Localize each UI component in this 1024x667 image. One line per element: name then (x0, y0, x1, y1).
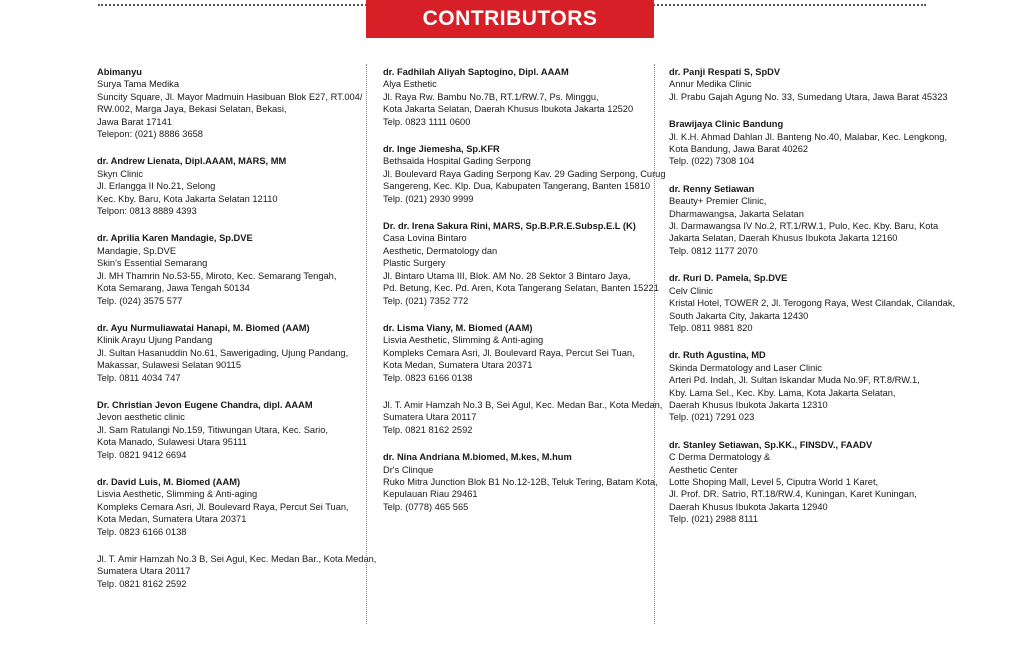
contributor-detail-line: Telepon: (021) 8886 3658 (97, 129, 203, 140)
contributor-entry (383, 66, 653, 128)
contributor-detail-line: Jl. Sultan Hasanuddin No.61, Sawerigading, Ujung Pandang, (97, 347, 349, 358)
contributor-detail-line: RW.002, Marga Jaya, Bekasi Selatan, Bekasi, (97, 104, 287, 115)
contributor-name: dr. Andrew Lienata, Dipl.AAAM, MARS, MM (97, 156, 287, 167)
contributor-detail-line: Jl. MH Thamrin No.53-55, Miroto, Kec. Semarang Tengah, (97, 270, 337, 281)
contributor-detail-line: Skyn Clinic (97, 168, 143, 179)
contributor-detail-line: Jl. Darmawangsa IV No.2, RT.1/RW.1, Pulo, Kec. Kby. Baru, Kota (669, 221, 939, 232)
contributor-detail-line: Bethsaida Hospital Gading Serpong (383, 156, 531, 167)
contributor-name: dr. Stanley Setiawan, Sp.KK., FINSDV., FAADV (669, 439, 873, 450)
contributor-detail-line: Lisvia Aesthetic, Slimming & Anti-aging (97, 489, 258, 500)
contributor-detail-line: Beauty+ Premier Clinic, (669, 196, 767, 207)
contributor-detail-line: Telpon: 0813 8889 4393 (97, 206, 197, 217)
contributor-detail-line: Telp. (021) 2988 8111 (669, 514, 759, 525)
contributor-detail-line: C Derma Dermatology & (669, 452, 771, 463)
contributor-detail-line: Kota Manado, Sulawesi Utara 95111 (97, 437, 248, 448)
section-header (366, 0, 654, 38)
contributor-detail-line: Alya Esthetic (383, 79, 437, 90)
contributor-detail-line: Kota Semarang, Jawa Tengah 50134 (97, 283, 250, 294)
contributor-detail-line: Jawa Barat 17141 (97, 116, 172, 127)
contributor-entry (97, 232, 361, 306)
contributor-detail-line: Jl. Raya Rw. Bambu No.7B, RT.1/RW.7, Ps. Minggu, (383, 91, 599, 102)
contributor-detail-line: Kby. Lama Sel., Kec. Kby. Lama, Kota Jakarta Selatan, (669, 387, 896, 398)
contributor-detail-line: Pd. Betung, Kec. Pd. Aren, Kota Tangerang Selatan, Banten 15221 (383, 283, 659, 294)
contributor-detail-line: Daerah Khusus Ibukota Jakarta 12310 (669, 399, 828, 410)
contributor-detail-line: Casa Lovina Bintaro (383, 233, 467, 244)
contributor-detail-line: Telp. (024) 3575 577 (97, 295, 183, 306)
contributor-entry (383, 322, 653, 384)
contributor-detail-line: Kompleks Cemara Asri, Jl. Boulevard Raya, Percut Sei Tuan, (383, 347, 635, 358)
contributor-detail-line: Kota Medan, Sumatera Utara 20371 (383, 360, 533, 371)
contributor-detail-line: Surya Tama Medika (97, 79, 179, 90)
contributor-detail-line: Jl. Prabu Gajah Agung No. 33, Sumedang Utara, Jawa Barat 45323 (669, 91, 948, 102)
contributor-detail-line: Plastic Surgery (383, 258, 446, 269)
contributor-detail-line: Kec. Kby. Baru, Kota Jakarta Selatan 12110 (97, 193, 278, 204)
contributor-entry (97, 476, 361, 538)
contributor-name: Dr. Christian Jevon Eugene Chandra, dipl. AAAM (97, 399, 313, 410)
contributor-name: dr. Lisma Viany, M. Biomed (AAM) (383, 322, 533, 333)
contributor-name: dr. Ruth Agustina, MD (669, 350, 766, 361)
contributor-detail-line: Sumatera Utara 20117 (97, 566, 191, 577)
contributor-detail-line: Sumatera Utara 20117 (383, 412, 477, 423)
contributor-detail-line: Telp. 0811 4034 747 (97, 372, 181, 383)
contributor-detail-line: Annur Medika Clinic (669, 79, 752, 90)
contributor-detail-line: Mandagie, Sp.DVE (97, 245, 177, 256)
contributor-detail-line: Jl. Prof. DR. Satrio, RT.18/RW.4, Kuningan, Karet Kuningan, (669, 489, 917, 500)
contributor-detail-line: Kota Medan, Sumatera Utara 20371 (97, 514, 247, 525)
contributor-entry (383, 399, 663, 436)
contributor-detail-line: Lotte Shoping Mall, Level 5, Ciputra World 1 Karet, (669, 476, 879, 487)
contributor-entry (97, 66, 361, 140)
contributors-column-2 (383, 66, 666, 528)
contributor-entry (669, 183, 939, 257)
contributor-entry (97, 553, 377, 590)
contributor-detail-line: Telp. (021) 2930 9999 (383, 193, 474, 204)
contributor-detail-line: Telp. 0821 9412 6694 (97, 449, 187, 460)
contributor-detail-line: Celv Clinic (669, 285, 713, 296)
contributors-column-1 (97, 66, 377, 605)
contributor-detail-line: Jl. Bintaro Utama III, Blok. AM No. 28 Sektor 3 Bintaro Jaya, (383, 270, 631, 281)
contributor-detail-line: Sangereng, Kec. Klp. Dua, Kabupaten Tangerang, Banten 15810 (383, 181, 651, 192)
contributor-name: dr. Inge Jiemesha, Sp.KFR (383, 144, 500, 155)
contributor-detail-line: Skin's Essential Semarang (97, 258, 208, 269)
contributor-detail-line: Jl. T. Amir Hamzah No.3 B, Sei Agul, Kec. Medan Bar., Kota Medan, (383, 399, 663, 410)
contributor-entry (383, 451, 658, 513)
contributor-detail-line: Telp. 0823 1111 0600 (383, 116, 471, 127)
column-divider (654, 64, 655, 624)
contributor-name: Brawijaya Clinic Bandung (669, 119, 784, 130)
contributor-detail-line: Telp. 0811 9881 820 (669, 322, 753, 333)
contributor-entry (669, 272, 956, 334)
contributor-entry (669, 349, 933, 423)
contributor-detail-line: Kota Bandung, Jawa Barat 40262 (669, 144, 809, 155)
contributor-detail-line: Telp. 0821 8162 2592 (383, 424, 473, 435)
contributors-column-3 (669, 66, 956, 541)
contributor-name: dr. Renny Setiawan (669, 183, 755, 194)
contributor-name: dr. David Luis, M. Biomed (AAM) (97, 476, 241, 487)
contributor-detail-line: Ruko Mitra Junction Blok B1 No.12-12B, Teluk Tering, Batam Kota, (383, 476, 658, 487)
contributor-detail-line: Telp. 0823 6166 0138 (97, 526, 187, 537)
contributor-detail-line: Jakarta Selatan, Daerah Khusus Ibukota Jakarta 12160 (669, 233, 898, 244)
contributor-detail-line: Aesthetic Center (669, 464, 738, 475)
contributor-detail-line: Kompleks Cemara Asri, Jl. Boulevard Raya, Percut Sei Tuan, (97, 501, 349, 512)
contributor-detail-line: Telp. (0778) 465 565 (383, 501, 469, 512)
contributor-entry (97, 322, 361, 384)
contributor-detail-line: Jl. Erlangga II No.21, Selong (97, 181, 216, 192)
contributor-entry (383, 143, 666, 205)
contributor-name: dr. Ayu Nurmuliawatai Hanapi, M. Biomed (AAM) (97, 322, 310, 333)
contributor-detail-line: Daerah Khusus Ibukota Jakarta 12940 (669, 501, 828, 512)
contributor-detail-line: Kristal Hotel, TOWER 2, Jl. Terogong Raya, West Cilandak, Cilandak, (669, 298, 956, 309)
contributor-detail-line: Telp. 0812 1177 2070 (669, 245, 758, 256)
contributor-detail-line: Kota Jakarta Selatan, Daerah Khusus Ibukota Jakarta 12520 (383, 104, 634, 115)
contributor-name: dr. Fadhilah Aliyah Saptogino, Dipl. AAAM (383, 67, 569, 77)
contributor-entry (383, 220, 659, 307)
contributor-detail-line: Arteri Pd. Indah, Jl. Sultan Iskandar Muda No.9F, RT.8/RW.1, (669, 375, 920, 386)
contributor-name: dr. Aprilia Karen Mandagie, Sp.DVE (97, 233, 253, 244)
contributor-name: dr. Panji Respati S, SpDV (669, 67, 781, 77)
contributor-detail-line: Jl. Boulevard Raya Gading Serpong Kav. 29 Gading Serpong, Curug (383, 168, 666, 179)
contributor-name: Dr. dr. Irena Sakura Rini, MARS, Sp.B.P.R.E.Subsp.E.L (K) (383, 221, 636, 232)
contributor-detail-line: Telp. (022) 7308 104 (669, 156, 755, 167)
contributor-detail-line: Jevon aesthetic clinic (97, 412, 185, 423)
contributor-entry (669, 118, 948, 168)
contributor-detail-line: Jl. T. Amir Hamzah No.3 B, Sei Agul, Kec. Medan Bar., Kota Medan, (97, 554, 377, 564)
contributor-entry (669, 439, 933, 526)
contributor-detail-line: Jl. K.H. Ahmad Dahlan Jl. Banteng No.40, Malabar, Kec. Lengkong, (669, 131, 948, 142)
contributor-detail-line: Kepulauan Riau 29461 (383, 489, 478, 500)
contributor-detail-line: Telp. (021) 7352 772 (383, 295, 469, 306)
contributor-detail-line: Lisvia Aesthetic, Slimming & Anti-aging (383, 335, 544, 346)
contributor-detail-line: Telp. 0821 8162 2592 (97, 578, 187, 589)
contributor-detail-line: Dr's Clinque (383, 464, 434, 475)
contributor-detail-line: Suncity Square, Jl. Mayor Madmuin Hasibuan Blok E27, RT.004/ (97, 91, 363, 102)
contributor-name: Abimanyu (97, 67, 142, 77)
section-title: CONTRIBUTORS (422, 7, 598, 30)
contributor-name: dr. Nina Andriana M.biomed, M.kes, M.hum (383, 452, 572, 463)
contributor-detail-line: Klinik Arayu Ujung Pandang (97, 335, 213, 346)
contributor-entry (97, 155, 361, 217)
contributor-detail-line: Telp. (021) 7291 023 (669, 412, 755, 423)
contributor-detail-line: Makassar, Sulawesi Selatan 90115 (97, 360, 242, 371)
contributor-detail-line: South Jakarta City, Jakarta 12430 (669, 310, 809, 321)
contributor-detail-line: Jl. Sam Ratulangi No.159, Titiwungan Utara, Kec. Sario, (97, 424, 328, 435)
contributor-entry (97, 399, 361, 461)
contributor-detail-line: Skinda Dermatology and Laser Clinic (669, 362, 822, 373)
contributor-entry (669, 66, 948, 103)
contributor-detail-line: Telp. 0823 6166 0138 (383, 372, 473, 383)
column-divider (366, 64, 367, 624)
contributor-name: dr. Ruri D. Pamela, Sp.DVE (669, 273, 788, 284)
contributor-detail-line: Aesthetic, Dermatology dan (383, 245, 498, 256)
contributor-detail-line: Dharmawangsa, Jakarta Selatan (669, 208, 804, 219)
